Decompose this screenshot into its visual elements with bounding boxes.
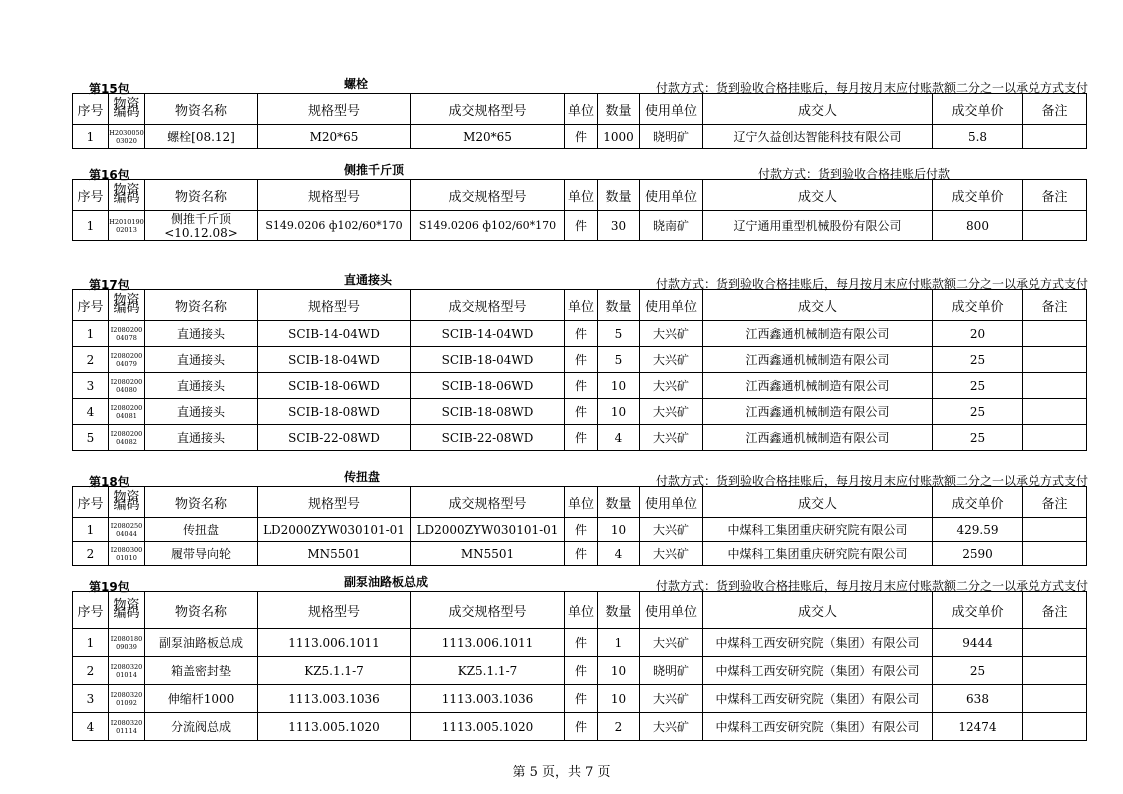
cell-no: 2 (73, 347, 109, 373)
payment-terms: 付款方式：货到验收合格挂账后，每月按月末应付账款额二分之一以承兑方式支付 (655, 277, 1088, 291)
col-header-note: 备注 (1023, 94, 1087, 125)
cell-deal-spec: SCIB-18-08WD (411, 399, 565, 425)
cell-spec: SCIB-18-04WD (258, 347, 411, 373)
cell-code: I2080200 04081 (109, 399, 145, 425)
table-row (73, 685, 1087, 713)
table-row (73, 425, 1087, 451)
col-header-price: 成交单价 (933, 487, 1023, 518)
cell-unit: 件 (565, 321, 598, 347)
cell-name: 伸缩杆1000 (145, 685, 258, 713)
cell-user: 大兴矿 (640, 347, 703, 373)
table-row (73, 211, 1087, 241)
col-header-vendor: 成交人 (703, 487, 933, 518)
cell-no: 1 (73, 211, 109, 241)
cell-name: 直通接头 (145, 373, 258, 399)
col-header-code: 物资编码 (109, 290, 145, 321)
cell-price: 429.59 (933, 518, 1023, 542)
package-section-15 (72, 78, 1086, 149)
cell-spec: M20*65 (258, 125, 411, 149)
cell-price: 638 (933, 685, 1023, 713)
cell-price: 25 (933, 373, 1023, 399)
cell-deal-spec: SCIB-14-04WD (411, 321, 565, 347)
cell-code: I2080320 01014 (109, 657, 145, 685)
col-header-unit: 单位 (565, 180, 598, 211)
table-row (73, 373, 1087, 399)
cell-no: 2 (73, 542, 109, 566)
cell-price: 25 (933, 657, 1023, 685)
cell-qty: 1 (598, 629, 640, 657)
cell-price: 25 (933, 347, 1023, 373)
cell-price: 20 (933, 321, 1023, 347)
col-header-user: 使用单位 (640, 487, 703, 518)
cell-qty: 2 (598, 713, 640, 741)
items-table (72, 591, 1087, 741)
cell-unit: 件 (565, 347, 598, 373)
col-header-note: 备注 (1023, 592, 1087, 629)
cell-code: I2080200 04079 (109, 347, 145, 373)
table-row (73, 518, 1087, 542)
section-title: 侧推千斤顶 (344, 163, 405, 177)
cell-name: 直通接头 (145, 399, 258, 425)
cell-spec: 1113.006.1011 (258, 629, 411, 657)
cell-deal-spec: KZ5.1.1-7 (411, 657, 565, 685)
cell-name: 副泵油路板总成 (145, 629, 258, 657)
table-header-row (73, 487, 1087, 518)
col-header-qty: 数量 (598, 180, 640, 211)
cell-spec: LD2000ZYW030101-01 (258, 518, 411, 542)
cell-note (1023, 713, 1087, 741)
cell-deal-spec: 1113.003.1036 (411, 685, 565, 713)
cell-deal-spec: LD2000ZYW030101-01 (411, 518, 565, 542)
cell-name: 直通接头 (145, 321, 258, 347)
cell-spec: S149.0206 ф102/60*170 (258, 211, 411, 241)
cell-note (1023, 125, 1087, 149)
cell-unit: 件 (565, 399, 598, 425)
cell-user: 大兴矿 (640, 425, 703, 451)
cell-price: 5.8 (933, 125, 1023, 149)
cell-code: I2080300 01010 (109, 542, 145, 566)
package-section-16 (72, 164, 1086, 241)
cell-qty: 10 (598, 399, 640, 425)
cell-vendor: 江西鑫通机械制造有限公司 (703, 425, 933, 451)
cell-vendor: 辽宁久益创达智能科技有限公司 (703, 125, 933, 149)
package-number: 第17包 (89, 278, 130, 292)
table-header-row (73, 592, 1087, 629)
cell-note (1023, 425, 1087, 451)
col-header-deal-spec: 成交规格型号 (411, 94, 565, 125)
payment-terms: 付款方式：货到验收合格挂账后，每月按月末应付账款额二分之一以承兑方式支付 (655, 579, 1088, 593)
cell-deal-spec: SCIB-18-04WD (411, 347, 565, 373)
table-header-row (73, 290, 1087, 321)
cell-name: 分流阀总成 (145, 713, 258, 741)
cell-code: I2080200 04080 (109, 373, 145, 399)
cell-note (1023, 399, 1087, 425)
package-number: 第19包 (89, 580, 130, 594)
package-number: 第15包 (89, 82, 130, 96)
table-header-row (73, 180, 1087, 211)
col-header-spec: 规格型号 (258, 290, 411, 321)
cell-user: 大兴矿 (640, 321, 703, 347)
cell-qty: 10 (598, 373, 640, 399)
cell-spec: SCIB-14-04WD (258, 321, 411, 347)
table-row (73, 713, 1087, 741)
col-header-deal-spec: 成交规格型号 (411, 487, 565, 518)
cell-deal-spec: 1113.006.1011 (411, 629, 565, 657)
cell-qty: 10 (598, 518, 640, 542)
col-header-user: 使用单位 (640, 592, 703, 629)
cell-qty: 4 (598, 542, 640, 566)
cell-unit: 件 (565, 657, 598, 685)
cell-price: 800 (933, 211, 1023, 241)
cell-deal-spec: S149.0206 ф102/60*170 (411, 211, 565, 241)
cell-note (1023, 542, 1087, 566)
package-number: 第18包 (89, 475, 130, 489)
table-header-row (73, 94, 1087, 125)
cell-unit: 件 (565, 542, 598, 566)
col-header-no: 序号 (73, 290, 109, 321)
col-header-vendor: 成交人 (703, 94, 933, 125)
payment-terms: 付款方式：货到验收合格挂账后付款 (757, 167, 950, 181)
cell-qty: 10 (598, 657, 640, 685)
col-header-unit: 单位 (565, 94, 598, 125)
cell-price: 9444 (933, 629, 1023, 657)
cell-spec: MN5501 (258, 542, 411, 566)
cell-name: 履带导向轮 (145, 542, 258, 566)
cell-vendor: 辽宁通用重型机械股份有限公司 (703, 211, 933, 241)
cell-no: 2 (73, 657, 109, 685)
col-header-note: 备注 (1023, 290, 1087, 321)
col-header-code: 物资编码 (109, 487, 145, 518)
cell-vendor: 中煤科工西安研究院（集团）有限公司 (703, 629, 933, 657)
cell-deal-spec: SCIB-18-06WD (411, 373, 565, 399)
col-header-user: 使用单位 (640, 180, 703, 211)
cell-unit: 件 (565, 518, 598, 542)
cell-unit: 件 (565, 125, 598, 149)
col-header-price: 成交单价 (933, 290, 1023, 321)
col-header-deal-spec: 成交规格型号 (411, 290, 565, 321)
items-table (72, 486, 1087, 566)
table-row (73, 399, 1087, 425)
cell-deal-spec: M20*65 (411, 125, 565, 149)
col-header-price: 成交单价 (933, 94, 1023, 125)
page-footer: 第 5 页，共 7 页 (512, 765, 611, 780)
cell-no: 5 (73, 425, 109, 451)
col-header-qty: 数量 (598, 94, 640, 125)
cell-note (1023, 518, 1087, 542)
cell-vendor: 中煤科工西安研究院（集团）有限公司 (703, 657, 933, 685)
cell-no: 1 (73, 125, 109, 149)
col-header-qty: 数量 (598, 487, 640, 518)
cell-qty: 1000 (598, 125, 640, 149)
cell-user: 大兴矿 (640, 629, 703, 657)
cell-note (1023, 211, 1087, 241)
items-table (72, 179, 1087, 241)
cell-name: 侧推千斤顶<10.12.08> (145, 211, 258, 241)
cell-name: 直通接头 (145, 347, 258, 373)
cell-code: I2080180 09039 (109, 629, 145, 657)
cell-spec: KZ5.1.1-7 (258, 657, 411, 685)
cell-qty: 4 (598, 425, 640, 451)
cell-no: 1 (73, 518, 109, 542)
col-header-code: 物资编码 (109, 180, 145, 211)
col-header-unit: 单位 (565, 290, 598, 321)
cell-user: 大兴矿 (640, 399, 703, 425)
cell-code: I2080200 04078 (109, 321, 145, 347)
cell-name: 直通接头 (145, 425, 258, 451)
cell-no: 1 (73, 321, 109, 347)
col-header-vendor: 成交人 (703, 180, 933, 211)
package-number: 第16包 (89, 168, 130, 182)
col-header-name: 物资名称 (145, 290, 258, 321)
col-header-price: 成交单价 (933, 180, 1023, 211)
table-row (73, 125, 1087, 149)
col-header-name: 物资名称 (145, 180, 258, 211)
cell-note (1023, 685, 1087, 713)
cell-price: 12474 (933, 713, 1023, 741)
cell-code: I2080320 01092 (109, 685, 145, 713)
table-row (73, 321, 1087, 347)
cell-unit: 件 (565, 373, 598, 399)
col-header-no: 序号 (73, 592, 109, 629)
cell-user: 大兴矿 (640, 373, 703, 399)
items-table (72, 93, 1087, 149)
cell-spec: SCIB-22-08WD (258, 425, 411, 451)
section-title: 副泵油路板总成 (344, 575, 429, 589)
col-header-code: 物资编码 (109, 94, 145, 125)
cell-note (1023, 373, 1087, 399)
col-header-user: 使用单位 (640, 290, 703, 321)
items-table (72, 289, 1087, 451)
cell-deal-spec: 1113.005.1020 (411, 713, 565, 741)
payment-terms: 付款方式：货到验收合格挂账后，每月按月末应付账款额二分之一以承兑方式支付 (655, 474, 1088, 488)
cell-note (1023, 657, 1087, 685)
cell-vendor: 中煤科工集团重庆研究院有限公司 (703, 542, 933, 566)
cell-vendor: 中煤科工西安研究院（集团）有限公司 (703, 685, 933, 713)
col-header-code: 物资编码 (109, 592, 145, 629)
cell-deal-spec: SCIB-22-08WD (411, 425, 565, 451)
col-header-no: 序号 (73, 487, 109, 518)
cell-code: H2010190 02013 (109, 211, 145, 241)
cell-qty: 5 (598, 347, 640, 373)
cell-qty: 10 (598, 685, 640, 713)
cell-user: 大兴矿 (640, 542, 703, 566)
col-header-name: 物资名称 (145, 94, 258, 125)
cell-spec: 1113.003.1036 (258, 685, 411, 713)
cell-vendor: 江西鑫通机械制造有限公司 (703, 321, 933, 347)
cell-unit: 件 (565, 211, 598, 241)
cell-vendor: 江西鑫通机械制造有限公司 (703, 399, 933, 425)
cell-qty: 5 (598, 321, 640, 347)
cell-user: 晓明矿 (640, 125, 703, 149)
col-header-qty: 数量 (598, 592, 640, 629)
cell-qty: 30 (598, 211, 640, 241)
cell-unit: 件 (565, 425, 598, 451)
table-row (73, 629, 1087, 657)
cell-name: 传扭盘 (145, 518, 258, 542)
cell-spec: SCIB-18-08WD (258, 399, 411, 425)
col-header-unit: 单位 (565, 487, 598, 518)
cell-code: I2080250 04044 (109, 518, 145, 542)
cell-user: 晓南矿 (640, 211, 703, 241)
cell-code: H2030050 03020 (109, 125, 145, 149)
cell-note (1023, 629, 1087, 657)
package-section-19 (72, 576, 1086, 741)
section-title: 直通接头 (344, 273, 393, 287)
cell-name: 螺栓[08.12] (145, 125, 258, 149)
col-header-name: 物资名称 (145, 592, 258, 629)
cell-vendor: 中煤科工集团重庆研究院有限公司 (703, 518, 933, 542)
package-section-17 (72, 274, 1086, 451)
col-header-note: 备注 (1023, 180, 1087, 211)
col-header-deal-spec: 成交规格型号 (411, 180, 565, 211)
cell-note (1023, 347, 1087, 373)
section-title: 螺栓 (344, 77, 369, 91)
cell-spec: 1113.005.1020 (258, 713, 411, 741)
cell-vendor: 江西鑫通机械制造有限公司 (703, 373, 933, 399)
cell-no: 3 (73, 685, 109, 713)
cell-no: 1 (73, 629, 109, 657)
cell-price: 25 (933, 425, 1023, 451)
cell-user: 大兴矿 (640, 713, 703, 741)
cell-user: 大兴矿 (640, 518, 703, 542)
col-header-name: 物资名称 (145, 487, 258, 518)
cell-user: 晓明矿 (640, 657, 703, 685)
col-header-spec: 规格型号 (258, 94, 411, 125)
col-header-unit: 单位 (565, 592, 598, 629)
cell-no: 3 (73, 373, 109, 399)
payment-terms: 付款方式：货到验收合格挂账后，每月按月末应付账款额二分之一以承兑方式支付 (655, 81, 1088, 95)
cell-code: I2080200 04082 (109, 425, 145, 451)
cell-price: 2590 (933, 542, 1023, 566)
section-title: 传扭盘 (344, 470, 381, 484)
cell-no: 4 (73, 713, 109, 741)
cell-deal-spec: MN5501 (411, 542, 565, 566)
cell-no: 4 (73, 399, 109, 425)
col-header-spec: 规格型号 (258, 487, 411, 518)
col-header-note: 备注 (1023, 487, 1087, 518)
col-header-vendor: 成交人 (703, 592, 933, 629)
table-row (73, 657, 1087, 685)
col-header-price: 成交单价 (933, 592, 1023, 629)
col-header-qty: 数量 (598, 290, 640, 321)
cell-price: 25 (933, 399, 1023, 425)
col-header-no: 序号 (73, 180, 109, 211)
col-header-deal-spec: 成交规格型号 (411, 592, 565, 629)
col-header-spec: 规格型号 (258, 180, 411, 211)
package-section-18 (72, 471, 1086, 566)
cell-name: 箱盖密封垫 (145, 657, 258, 685)
col-header-spec: 规格型号 (258, 592, 411, 629)
table-row (73, 542, 1087, 566)
col-header-vendor: 成交人 (703, 290, 933, 321)
col-header-no: 序号 (73, 94, 109, 125)
cell-vendor: 江西鑫通机械制造有限公司 (703, 347, 933, 373)
cell-code: I2080320 01114 (109, 713, 145, 741)
cell-unit: 件 (565, 685, 598, 713)
cell-user: 大兴矿 (640, 685, 703, 713)
cell-note (1023, 321, 1087, 347)
col-header-user: 使用单位 (640, 94, 703, 125)
cell-vendor: 中煤科工西安研究院（集团）有限公司 (703, 713, 933, 741)
table-row (73, 347, 1087, 373)
cell-unit: 件 (565, 629, 598, 657)
cell-spec: SCIB-18-06WD (258, 373, 411, 399)
cell-unit: 件 (565, 713, 598, 741)
